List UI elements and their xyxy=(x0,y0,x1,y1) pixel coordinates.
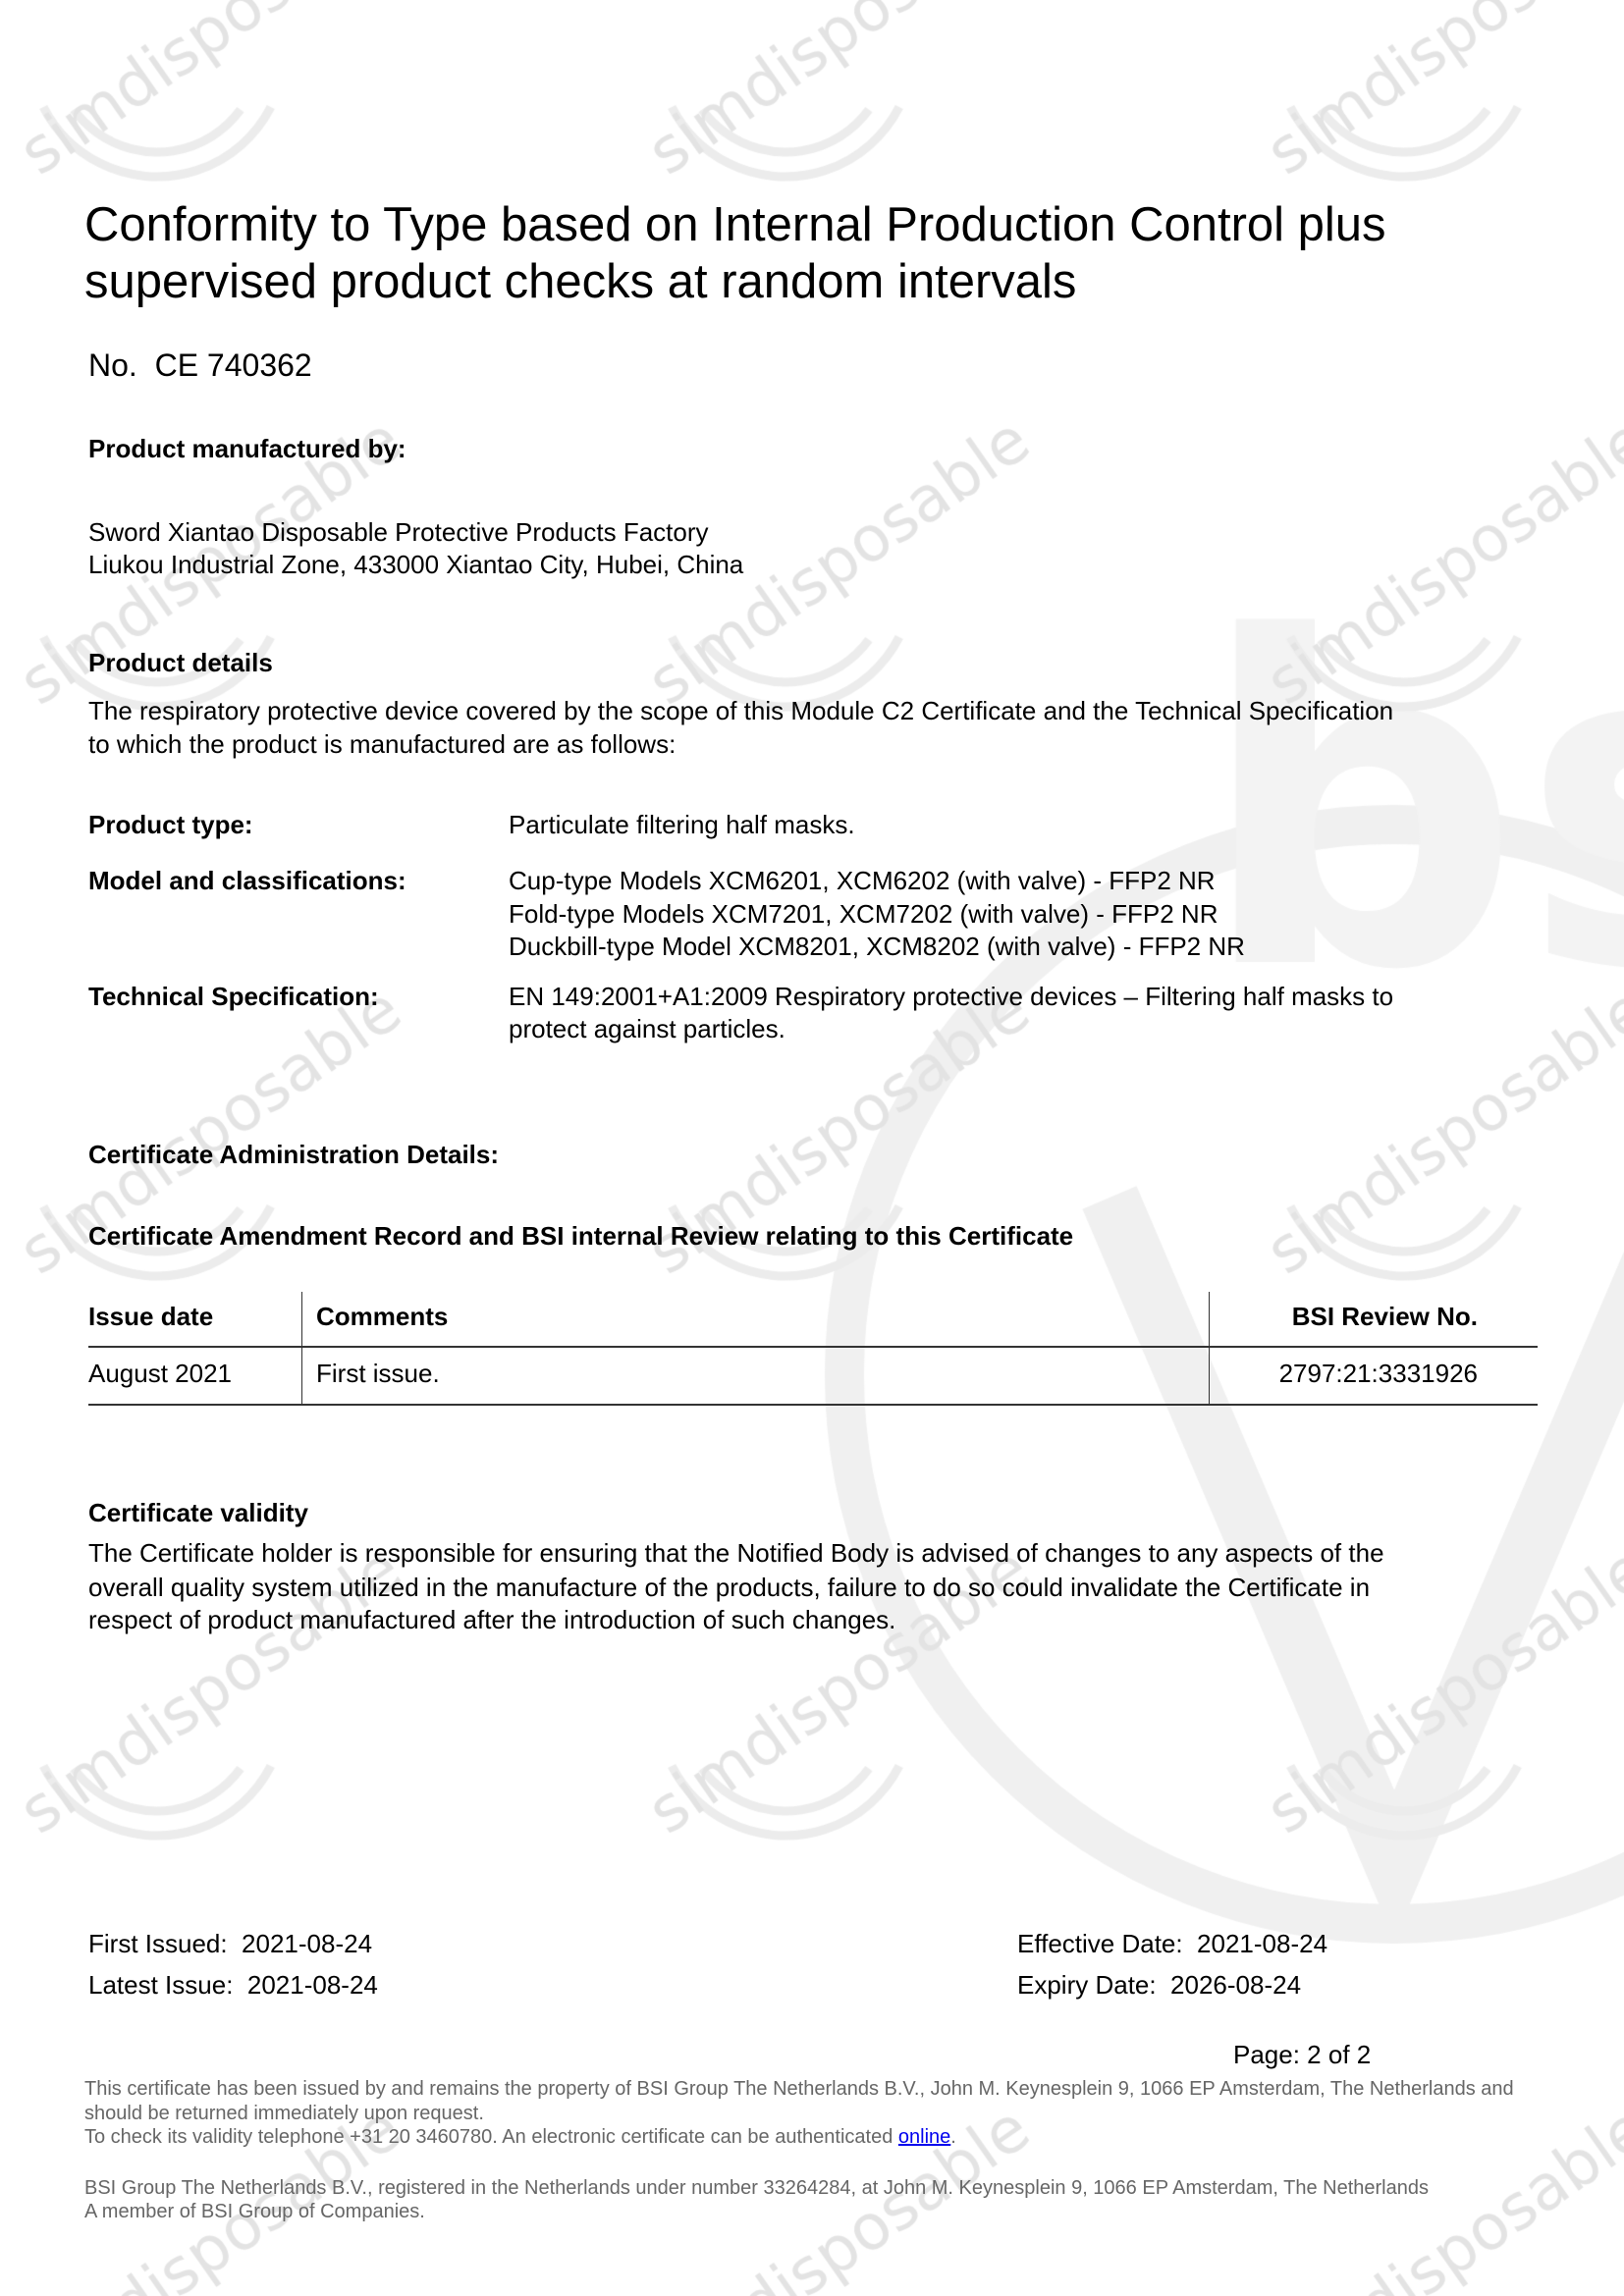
cell-comments: First issue. xyxy=(316,1359,440,1388)
footer-line: should be returned immediately upon request. xyxy=(84,2103,484,2124)
table-header-review-no: BSI Review No. xyxy=(1291,1302,1478,1331)
footer-validity-text: To check its validity telephone +31 20 3460780. An electronic certificate can be authenticated xyxy=(84,2126,898,2148)
expiry-date: Expiry Date: 2026-08-24 xyxy=(1017,1970,1302,2000)
tech-spec-value: protect against particles. xyxy=(509,1014,785,1043)
manufacturer-address: Liukou Industrial Zone, 433000 Xiantao City, Hubei, China xyxy=(88,550,744,579)
model-line: Cup-type Models XCM6201, XCM6202 (with valve) - FFP2 NR xyxy=(509,866,1216,895)
certificate-number: No. CE 740362 xyxy=(88,347,312,383)
latest-issue: Latest Issue: 2021-08-24 xyxy=(88,1970,378,2000)
validity-text: The Certificate holder is responsible for ensuring that the Notified Body is advised of changes to any aspects of the xyxy=(88,1538,1384,1568)
online-link[interactable]: online xyxy=(897,2126,951,2148)
validity-text: respect of product manufactured after the introduction of such changes. xyxy=(88,1605,896,1634)
admin-heading: Certificate Administration Details: xyxy=(88,1140,500,1169)
product-type-label: Product type: xyxy=(88,810,253,839)
first-issued: First Issued: 2021-08-24 xyxy=(88,1929,373,1958)
title-line-2: supervised product checks at random intervals xyxy=(84,255,1077,308)
footer-period: . xyxy=(950,2126,956,2148)
models-label: Model and classifications: xyxy=(88,866,406,895)
footer-line: BSI Group The Netherlands B.V., registered in the Netherlands under number 33264284, at John M. Keynesplein 9, 1066 EP Amsterdam, The Netherlands xyxy=(84,2177,1429,2199)
footer-line: This certificate has been issued by and remains the property of BSI Group The Netherlands B.V., John M. Keynesplein 9, 1066 EP Amsterdam, The Netherlands and xyxy=(84,2078,1514,2100)
table-header-comments: Comments xyxy=(316,1302,449,1331)
title-line-1: Conformity to Type based on Internal Production Control plus xyxy=(84,198,1386,251)
validity-text: overall quality system utilized in the manufacture of the products, failure to do so could invalidate the Certificate in xyxy=(88,1573,1371,1602)
effective-date: Effective Date: 2021-08-24 xyxy=(1017,1929,1328,1958)
validity-heading: Certificate validity xyxy=(88,1498,308,1527)
product-details-intro: The respiratory protective device covered by the scope of this Module C2 Certificate and the Technical Specification xyxy=(88,696,1394,725)
model-line: Fold-type Models XCM7201, XCM7202 (with valve) - FFP2 NR xyxy=(509,899,1218,929)
cell-issue-date: August 2021 xyxy=(88,1359,233,1388)
page-number: Page: 2 of 2 xyxy=(1233,2040,1372,2069)
tech-spec-label: Technical Specification: xyxy=(88,982,379,1011)
cell-review-no: 2797:21:3331926 xyxy=(1278,1359,1478,1388)
amendment-heading: Certificate Amendment Record and BSI internal Review relating to this Certificate xyxy=(88,1221,1074,1251)
model-line: Duckbill-type Model XCM8201, XCM8202 (with valve) - FFP2 NR xyxy=(509,932,1245,961)
product-type-value: Particulate filtering half masks. xyxy=(509,810,855,839)
footer-line: A member of BSI Group of Companies. xyxy=(84,2201,425,2222)
footer-line xyxy=(84,2125,956,2149)
table-header-issue-date: Issue date xyxy=(88,1302,214,1331)
product-details-heading: Product details xyxy=(88,648,273,677)
tech-spec-value: EN 149:2001+A1:2009 Respiratory protective devices – Filtering half masks to xyxy=(509,982,1394,1011)
product-details-intro: to which the product is manufactured are as follows: xyxy=(88,729,677,759)
document-title xyxy=(84,196,1386,310)
manufacturer-name: Sword Xiantao Disposable Protective Products Factory xyxy=(88,517,709,547)
manufacturer-heading: Product manufactured by: xyxy=(88,434,406,463)
